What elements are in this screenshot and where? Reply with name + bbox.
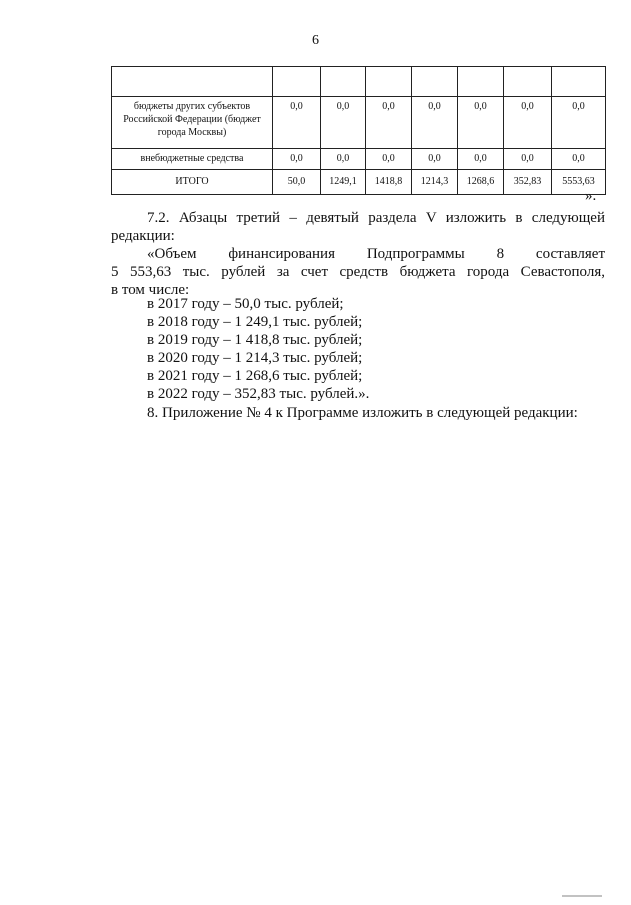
table-row <box>112 97 606 149</box>
table-cell: 1418,8 <box>366 170 412 195</box>
list-item: в 2017 году – 50,0 тыс. рублей; <box>147 296 344 312</box>
table-cell: 0,0 <box>552 149 606 170</box>
funding-table <box>111 66 606 195</box>
list-item: в 2019 году – 1 418,8 тыс. рублей; <box>147 332 363 348</box>
table-row <box>112 149 606 170</box>
paragraph-line: «Объем финансирования Подпрограммы 8 составляет <box>147 246 605 262</box>
table-cell: 1249,1 <box>321 170 366 195</box>
table-cell: 0,0 <box>321 149 366 170</box>
table-cell: 0,0 <box>458 97 504 149</box>
table-cell: 0,0 <box>321 97 366 149</box>
paragraph-7-2 <box>111 209 605 299</box>
list-item: в 2020 году – 1 214,3 тыс. рублей; <box>147 350 363 366</box>
table-cell <box>273 67 321 97</box>
list-item: в 2022 году – 352,83 тыс. рублей.». <box>147 386 370 402</box>
row-label: ИТОГО <box>112 170 273 195</box>
table-row-total <box>112 170 606 195</box>
paragraph-8: 8. Приложение № 4 к Программе изложить в следующей редакции: <box>147 405 578 421</box>
row-label: бюджеты других субъектов Российской Федерации (бюджет города Москвы) <box>112 97 273 149</box>
table-row <box>112 67 606 97</box>
table-cell: 1268,6 <box>458 170 504 195</box>
page-number: 6 <box>312 33 319 48</box>
table-cell: 0,0 <box>458 149 504 170</box>
table-cell <box>504 67 552 97</box>
paragraph-line: 5 553,63 тыс. рублей за счет средств бюджета города Севастополя, <box>111 264 605 280</box>
table-cell: 0,0 <box>273 149 321 170</box>
table-cell <box>412 67 458 97</box>
scan-mark <box>562 895 602 897</box>
closing-quote: ». <box>585 188 597 204</box>
table-cell: 0,0 <box>412 97 458 149</box>
table-cell: 0,0 <box>412 149 458 170</box>
list-item: в 2021 году – 1 268,6 тыс. рублей; <box>147 368 363 384</box>
table-cell <box>458 67 504 97</box>
table-cell: 0,0 <box>366 149 412 170</box>
paragraph-line: в том числе: <box>111 282 190 298</box>
table-cell <box>552 67 606 97</box>
year-funding-list <box>147 295 369 403</box>
table-cell: 0,0 <box>273 97 321 149</box>
row-label: внебюджетные средства <box>112 149 273 170</box>
table-cell <box>366 67 412 97</box>
paragraph-line: редакции: <box>111 228 175 244</box>
row-label <box>112 67 273 97</box>
list-item: в 2018 году – 1 249,1 тыс. рублей; <box>147 314 363 330</box>
table-cell <box>321 67 366 97</box>
table-cell: 352,83 <box>504 170 552 195</box>
table-cell: 0,0 <box>552 97 606 149</box>
paragraph-line: 7.2. Абзацы третий – девятый раздела V изложить в следующей <box>147 210 605 226</box>
table-cell: 5553,63 <box>552 170 606 195</box>
table-cell: 50,0 <box>273 170 321 195</box>
table-cell: 0,0 <box>366 97 412 149</box>
table-cell: 0,0 <box>504 149 552 170</box>
table-cell: 1214,3 <box>412 170 458 195</box>
table-cell: 0,0 <box>504 97 552 149</box>
